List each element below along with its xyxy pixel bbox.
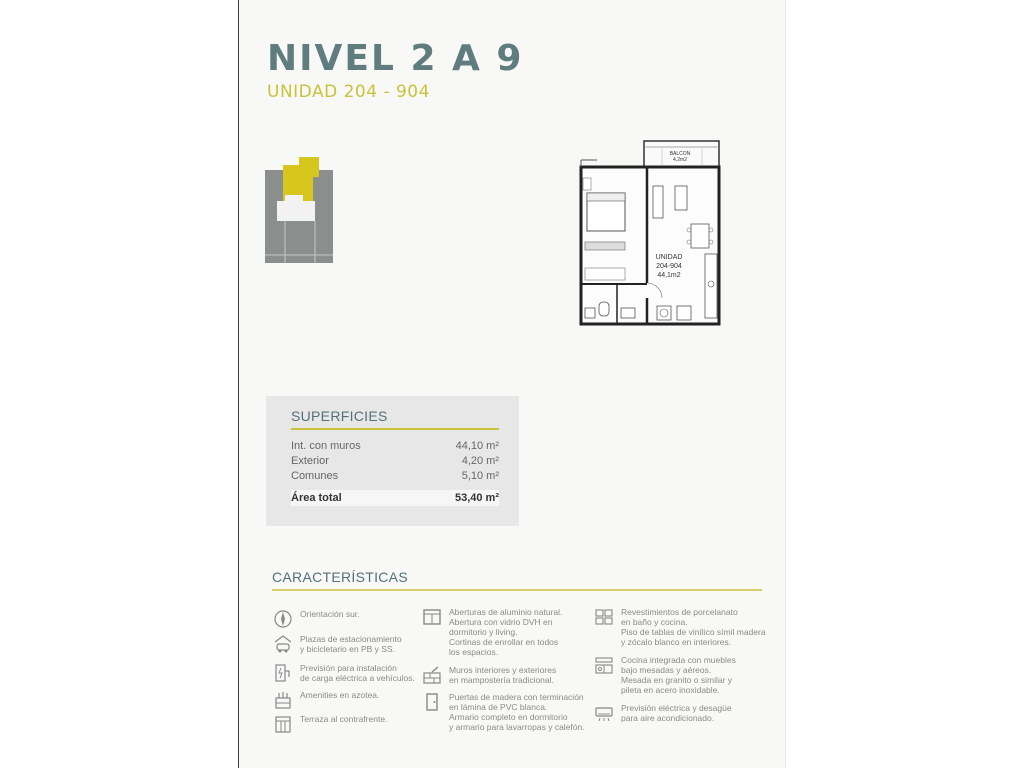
compass-icon (273, 609, 293, 629)
feature-item (273, 634, 402, 654)
feature-text: y bicicletario en PB y SS. (300, 644, 395, 654)
row-value: 4,20 m² (461, 455, 499, 467)
row-label: Comunes (291, 470, 339, 482)
feature-text: Puertas de madera con terminación (449, 692, 584, 702)
feature-text: Armario completo en dormitorio (449, 712, 568, 722)
air-conditioner-icon (594, 703, 614, 723)
feature-text: Cocina integrada con muebles (621, 655, 736, 665)
ev-charger-icon (273, 663, 293, 683)
row-value: 5,10 m² (461, 470, 499, 482)
floor-plan-diagram (577, 138, 727, 328)
feature-text: Mesada en granito o similar y (621, 675, 733, 685)
feature-item (594, 655, 736, 695)
superficies-total-row (291, 490, 499, 506)
feature-text: Piso de tablas de vinílico símil madera (621, 627, 766, 637)
kitchen-icon (594, 655, 614, 675)
feature-text: los espacios. (449, 647, 499, 657)
feature-text: dormitorio y living. (449, 627, 518, 637)
feature-item (273, 714, 387, 734)
unit-area: 44,1m2 (657, 272, 681, 279)
feature-item (273, 609, 360, 629)
feature-text: para aire acondicionado. (621, 713, 715, 723)
feature-text: en mampostería tradicional. (449, 675, 554, 685)
parking-icon (273, 634, 293, 654)
total-label: Área total (291, 492, 342, 504)
feature-item (273, 690, 379, 710)
superficies-row (291, 440, 499, 452)
feature-item (594, 703, 732, 723)
feature-text: en baño y cocina. (621, 617, 688, 627)
door-icon (422, 692, 442, 712)
feature-item (422, 665, 556, 685)
feature-text: Aberturas de aluminio natural. (449, 607, 563, 617)
balcony-label: BALCON (669, 151, 691, 157)
row-label: Exterior (291, 455, 329, 467)
superficies-panel (266, 396, 519, 526)
feature-text: Orientación sur. (300, 609, 360, 619)
feature-text: pileta en acero inoxidable. (621, 685, 720, 695)
feature-text: Previsión para instalación (300, 663, 397, 673)
feature-text: bajo mesadas y aéreos. (621, 665, 712, 675)
row-value: 44,10 m² (455, 440, 499, 452)
brochure-page (238, 0, 786, 768)
feature-text: de carga eléctrica a vehículos. (300, 673, 415, 683)
caracteristicas-title: CARACTERÍSTICAS (272, 569, 408, 585)
window-icon (422, 607, 442, 627)
feature-text: Amenities en azotea. (300, 690, 380, 700)
key-plan-diagram (263, 155, 339, 267)
feature-item (273, 663, 415, 683)
feature-text: Terraza al contrafrente. (300, 714, 388, 724)
superficies-divider (291, 428, 499, 430)
unit-range: 204-904 (656, 263, 682, 270)
superficies-title: SUPERFICIES (291, 408, 388, 424)
row-label: Int. con muros (291, 440, 361, 452)
brick-wall-icon (422, 665, 442, 685)
feature-text: en lámina de PVC blanca. (449, 702, 548, 712)
superficies-row (291, 470, 499, 482)
terrace-icon (273, 714, 293, 734)
total-value: 53,40 m² (454, 492, 499, 504)
page-subtitle: UNIDAD 204 - 904 (267, 82, 430, 102)
unit-label: UNIDAD (655, 254, 683, 261)
superficies-row (291, 455, 499, 467)
feature-item (422, 692, 585, 732)
page-title: NIVEL 2 A 9 (267, 38, 524, 79)
feature-text: y armario para lavarropas y calefón. (449, 722, 585, 732)
balcony-area: 4,2m2 (673, 157, 687, 163)
feature-item (594, 607, 766, 647)
feature-text: Revestimientos de porcelanato (621, 607, 738, 617)
feature-text: Plazas de estacionamiento (300, 634, 402, 644)
feature-text: Muros interiores y exteriores (449, 665, 557, 675)
caracteristicas-divider (272, 589, 762, 591)
feature-text: Previsión eléctrica y desagüe (621, 703, 732, 713)
feature-text: Cortinas de enrollar en todos (449, 637, 559, 647)
feature-text: Abertura con vidrio DVH en (449, 617, 553, 627)
tiles-icon (594, 607, 614, 627)
feature-text: y zócalo blanco en interiores. (621, 637, 732, 647)
amenities-icon (273, 690, 293, 710)
feature-item (422, 607, 562, 657)
